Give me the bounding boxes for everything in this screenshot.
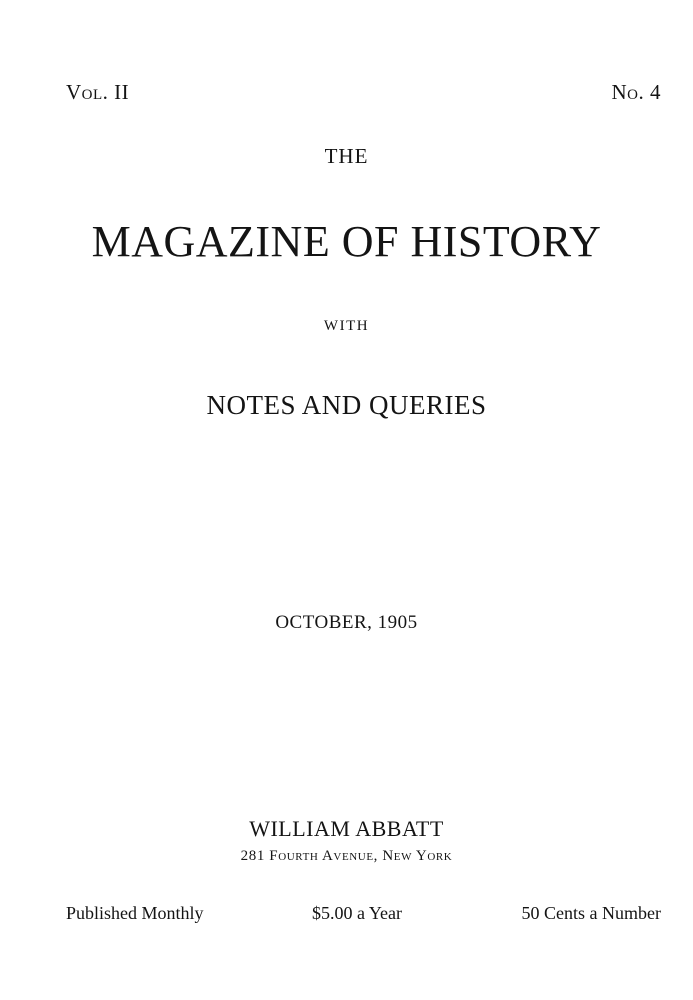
title-connector: WITH xyxy=(323,318,370,334)
volume-label: Vol. II xyxy=(66,80,130,104)
magazine-title: MAGAZINE OF HISTORY xyxy=(91,217,602,266)
issue-date: OCTOBER, 1905 xyxy=(275,612,418,633)
annual-price: $5.00 a Year xyxy=(312,903,402,923)
publication-frequency: Published Monthly xyxy=(66,903,204,923)
issue-number-label: No. 4 xyxy=(611,80,661,104)
title-article: THE xyxy=(324,144,369,168)
magazine-subtitle: NOTES AND QUERIES xyxy=(206,390,487,420)
single-issue-price: 50 Cents a Number xyxy=(521,903,661,923)
publisher-address: 281 Fourth Avenue, New York xyxy=(240,848,453,864)
publisher-name: WILLIAM ABBATT xyxy=(249,816,444,841)
